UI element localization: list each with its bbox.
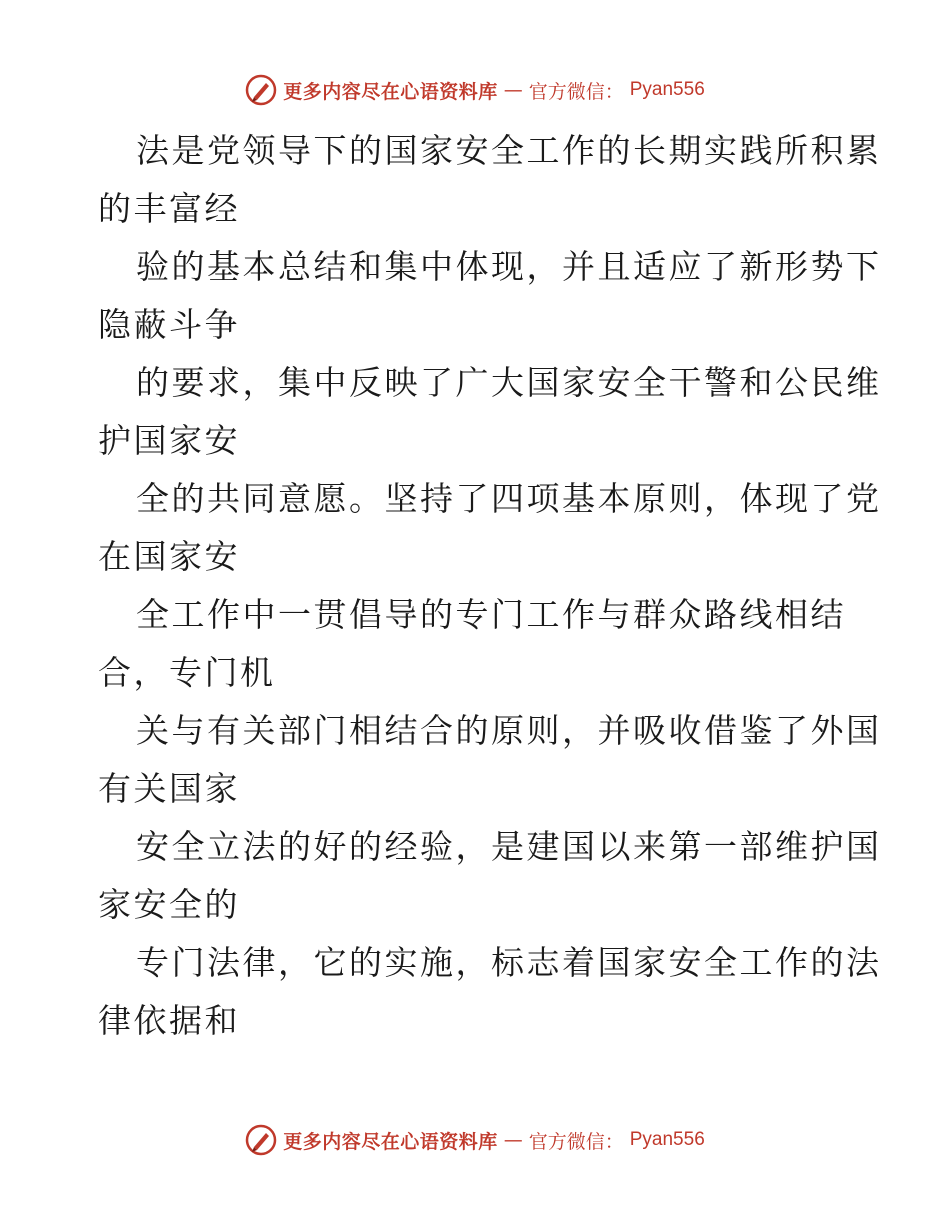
paragraph bbox=[98, 354, 882, 470]
banner-wechat-label: 官方微信： bbox=[528, 80, 624, 103]
banner-brand: 更多内容尽在心语资料库 bbox=[283, 1130, 498, 1153]
text-line: 律依据和 bbox=[98, 1001, 240, 1040]
pen-logo-icon bbox=[245, 74, 277, 106]
document-body bbox=[98, 122, 882, 1050]
banner-separator: — bbox=[503, 79, 523, 101]
text-line: 法是党领导下的国家安全工作的长期实践所积累 bbox=[136, 131, 882, 170]
header-banner bbox=[0, 70, 950, 110]
text-line: 隐蔽斗争 bbox=[98, 305, 240, 344]
text-line: 全工作中一贯倡导的专门工作与群众路线相结 bbox=[136, 595, 846, 634]
banner-separator: — bbox=[503, 1129, 523, 1151]
footer-banner bbox=[0, 1120, 950, 1160]
text-line: 的丰富经 bbox=[98, 189, 240, 228]
paragraph bbox=[98, 470, 882, 586]
paragraph bbox=[98, 122, 882, 238]
pen-logo-icon bbox=[245, 1124, 277, 1156]
text-line: 关与有关部门相结合的原则，并吸收借鉴了外国 bbox=[136, 711, 882, 750]
paragraph bbox=[98, 586, 858, 702]
banner-brand: 更多内容尽在心语资料库 bbox=[283, 80, 498, 103]
text-line: 在国家安 bbox=[98, 537, 240, 576]
banner-wechat-label: 官方微信： bbox=[528, 1130, 624, 1153]
paragraph bbox=[98, 238, 882, 354]
text-line: 家安全的 bbox=[98, 885, 240, 924]
paragraph bbox=[98, 702, 882, 818]
text-line: 的要求，集中反映了广大国家安全干警和公民维 bbox=[136, 363, 882, 402]
banner-wechat-id: Pyan556 bbox=[629, 79, 705, 100]
text-line: 合，专门机 bbox=[98, 653, 276, 692]
text-line: 全的共同意愿。坚持了四项基本原则，体现了党 bbox=[136, 479, 882, 518]
text-line: 护国家安 bbox=[98, 421, 240, 460]
banner-wechat-id: Pyan556 bbox=[629, 1129, 705, 1150]
paragraph bbox=[98, 818, 882, 934]
text-line: 专门法律，它的实施，标志着国家安全工作的法 bbox=[136, 943, 882, 982]
text-line: 安全立法的好的经验，是建国以来第一部维护国 bbox=[136, 827, 882, 866]
text-line: 验的基本总结和集中体现，并且适应了新形势下 bbox=[136, 247, 882, 286]
text-line: 有关国家 bbox=[98, 769, 240, 808]
paragraph bbox=[98, 934, 882, 1050]
